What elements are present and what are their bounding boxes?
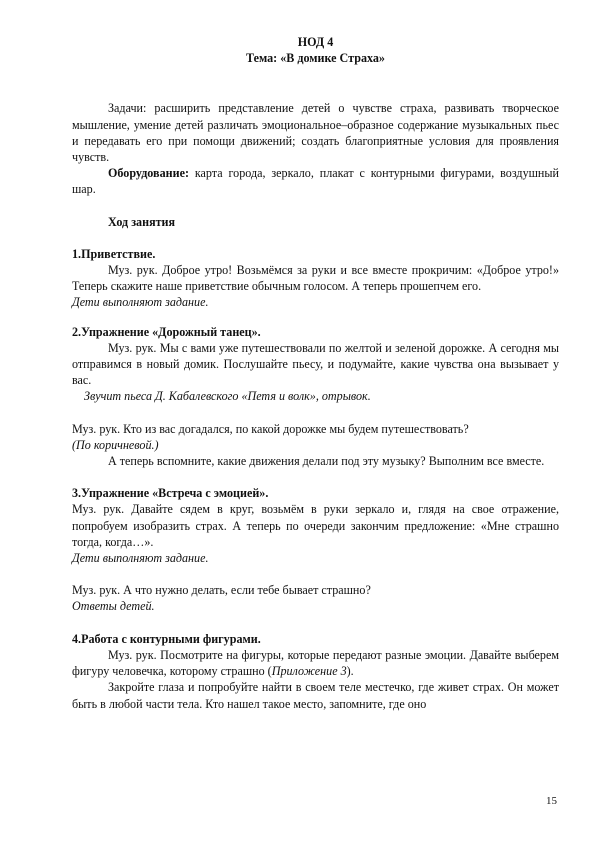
section-1-text: Муз. рук. Доброе утро! Возьмёмся за руки и все вместе прокричим: «Доброе утро!» Теперь скажите наше приветствие обычным голосом. А теперь прошепчем его. bbox=[72, 263, 559, 294]
equipment-label: Оборудование: bbox=[108, 166, 189, 181]
section-3-heading: 3.Упражнение «Встреча с эмоцией». bbox=[72, 486, 269, 501]
section-3-note: Дети выполняют задание. bbox=[72, 551, 209, 566]
section-2-answer: (По коричневой.) bbox=[72, 437, 159, 452]
section-2-heading: 2.Упражнение «Дорожный танец». bbox=[72, 324, 261, 339]
section-4-heading: 4.Работа с контурными фигурами. bbox=[72, 631, 261, 646]
lesson-title: НОД 4 bbox=[297, 35, 334, 49]
section-3-question: Муз. рук. А что нужно делать, если тебе бывает страшно? bbox=[72, 583, 371, 598]
section-4-text: Муз. рук. Посмотрите на фигуры, которые передают разные эмоции. Давайте выберем фигуру человечка, которому страшно (Приложение 3). bbox=[72, 647, 559, 679]
section-1-speaker: Муз. рук. bbox=[108, 263, 158, 278]
equipment-text: карта города, зеркало, плакат с контурными фигурами, воздушный шар. bbox=[72, 166, 559, 197]
section-1-heading: 1.Приветствие. bbox=[72, 246, 156, 261]
section-2-text: Муз. рук. Мы с вами уже путешествовали по желтой и зеленой дорожке. А сегодня мы отправимся в новый домик. Послушайте пьесу, и подумайте, какие чувства она вызывает у вас. bbox=[72, 340, 559, 388]
tasks-label: Задачи: bbox=[108, 101, 147, 116]
section-2-question: Муз. рук. Кто из вас догадался, по какой дорожке мы будем путешествовать? bbox=[72, 421, 469, 436]
tasks-text: расширить представление детей о чувстве страха, развивать творческое мышление, умение детей различать эмоциональное–образное содержание музыкальных пьес и передавать его при помощи движений; создать благоприятные условия для проявления чувств. bbox=[72, 101, 559, 165]
section-1-note: Дети выполняют задание. bbox=[72, 295, 209, 310]
course-heading: Ход занятия bbox=[108, 214, 176, 229]
appendix-reference: Приложение 3 bbox=[271, 664, 347, 679]
tasks-paragraph bbox=[72, 100, 559, 165]
section-2-followup: А теперь вспомните, какие движения делали под эту музыку? Выполним все вместе. bbox=[108, 454, 545, 469]
music-cue: Звучит пьеса Д. Кабалевского «Петя и волк», отрывок. bbox=[84, 389, 371, 404]
lesson-topic: Тема: «В домике Страха» bbox=[246, 51, 385, 66]
section-4-text-continued: Закройте глаза и попробуйте найти в своем теле местечко, где живет страх. Он может быть в любой части тела. Кто нашел такое место, запомните, где оно bbox=[72, 680, 559, 711]
page-number: 15 bbox=[546, 795, 557, 807]
equipment-paragraph bbox=[72, 165, 559, 197]
section-3-text: Муз. рук. Давайте сядем в круг, возьмём в руки зеркало и, глядя на свое отражение, попробуем изобразить страх. А теперь по очереди закончим предложение: «Мне страшно тогда, когда…». bbox=[72, 502, 559, 549]
section-3-answers: Ответы детей. bbox=[72, 599, 155, 614]
